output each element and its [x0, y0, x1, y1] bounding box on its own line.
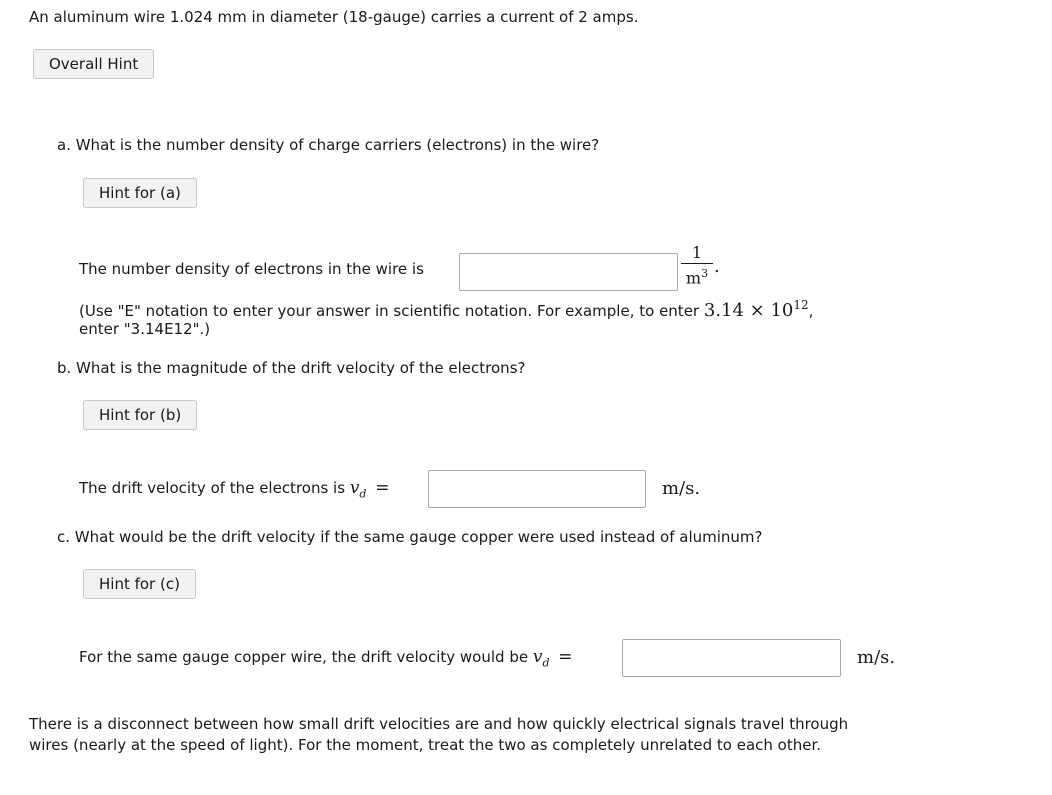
note-example-exponent: 12 — [793, 298, 809, 312]
note-line-2: enter "3.14E12".) — [79, 320, 211, 338]
note-example — [704, 300, 809, 321]
note-text: (Use "E" notation to enter your answer in scientific notation. For example, to enter — [79, 302, 700, 320]
unit-per-cubic-meter — [681, 244, 713, 287]
answer-a-prefix: The number density of electrons in the wire is — [79, 260, 424, 278]
unit-denominator — [681, 265, 713, 287]
unit-numerator: 1 — [691, 243, 703, 262]
var-subscript-c: d — [542, 656, 550, 670]
var-subscript: d — [359, 487, 367, 501]
answer-b-line — [79, 478, 390, 500]
answer-b-prefix: The drift velocity of the electrons is — [79, 479, 346, 497]
question-a: a. What is the number density of charge carriers (electrons) in the wire? — [57, 136, 600, 154]
question-c: c. What would be the drift velocity if the same gauge copper were used instead of aluminum? — [57, 528, 763, 546]
note-example-mantissa: 3.14 × 10 — [703, 300, 794, 321]
answer-c-prefix: For the same gauge copper wire, the drift velocity would be — [79, 648, 529, 666]
hint-b-button[interactable]: Hint for (b) — [83, 400, 197, 430]
unit-denominator-base: m — [685, 268, 702, 288]
unit-c: m/s. — [857, 647, 896, 668]
note-line-1 — [79, 298, 813, 321]
fraction-bar — [681, 263, 713, 264]
question-b: b. What is the magnitude of the drift velocity of the electrons? — [57, 359, 526, 377]
drift-velocity-aluminum-input[interactable] — [428, 470, 646, 508]
number-density-input[interactable] — [459, 253, 678, 291]
unit-denominator-exponent: 3 — [701, 267, 709, 280]
note-comma: , — [808, 302, 814, 320]
footer-note: There is a disconnect between how small drift velocities are and how quickly electrical signals travel through wires (nearly at the speed of light). For the moment, treat the two as completely unrelated to each other. — [29, 715, 849, 754]
drift-velocity-symbol-c — [532, 647, 550, 670]
equals-sign-c: = — [558, 647, 573, 667]
hint-a-button[interactable]: Hint for (a) — [83, 178, 197, 208]
equals-sign: = — [375, 478, 390, 498]
var-symbol-c: v — [532, 647, 543, 667]
hint-c-button[interactable]: Hint for (c) — [83, 569, 196, 599]
answer-c-line — [79, 647, 573, 669]
unit-b: m/s. — [662, 478, 701, 499]
var-symbol: v — [349, 478, 360, 498]
unit-period: . — [714, 256, 720, 277]
problem-intro: An aluminum wire 1.024 mm in diameter (18-gauge) carries a current of 2 amps. — [29, 8, 639, 26]
drift-velocity-copper-input[interactable] — [622, 639, 841, 677]
overall-hint-button[interactable]: Overall Hint — [33, 49, 154, 79]
drift-velocity-symbol — [349, 478, 367, 501]
